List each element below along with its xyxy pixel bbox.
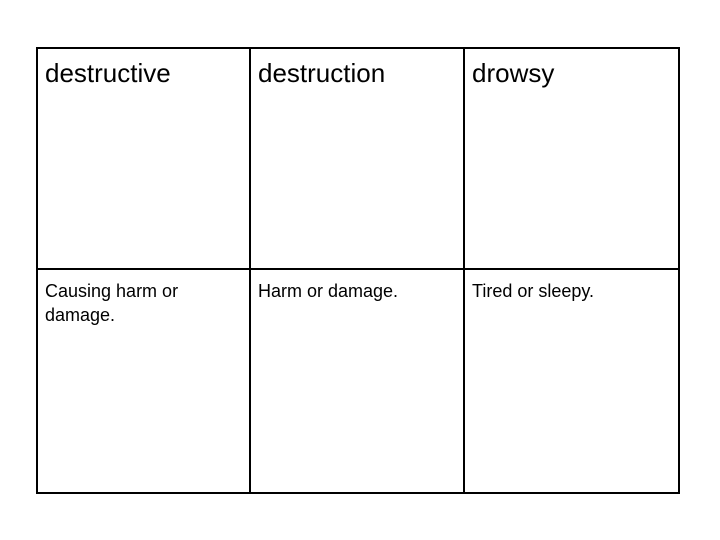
word-cell-3 <box>465 49 678 270</box>
definition-destructive: Causing harm or damage. <box>45 281 179 325</box>
word-drowsy: drowsy <box>472 58 555 88</box>
definition-destruction: Harm or damage. <box>258 281 399 301</box>
definition-cell-1 <box>38 270 251 492</box>
definition-cell-2 <box>251 270 465 492</box>
definition-cell-3 <box>465 270 678 492</box>
word-cell-1 <box>38 49 251 270</box>
definition-drowsy: Tired or sleepy. <box>472 281 595 301</box>
word-destruction: destruction <box>258 58 386 88</box>
word-destructive: destructive <box>45 58 171 88</box>
vocabulary-table <box>36 47 680 494</box>
word-cell-2 <box>251 49 465 270</box>
